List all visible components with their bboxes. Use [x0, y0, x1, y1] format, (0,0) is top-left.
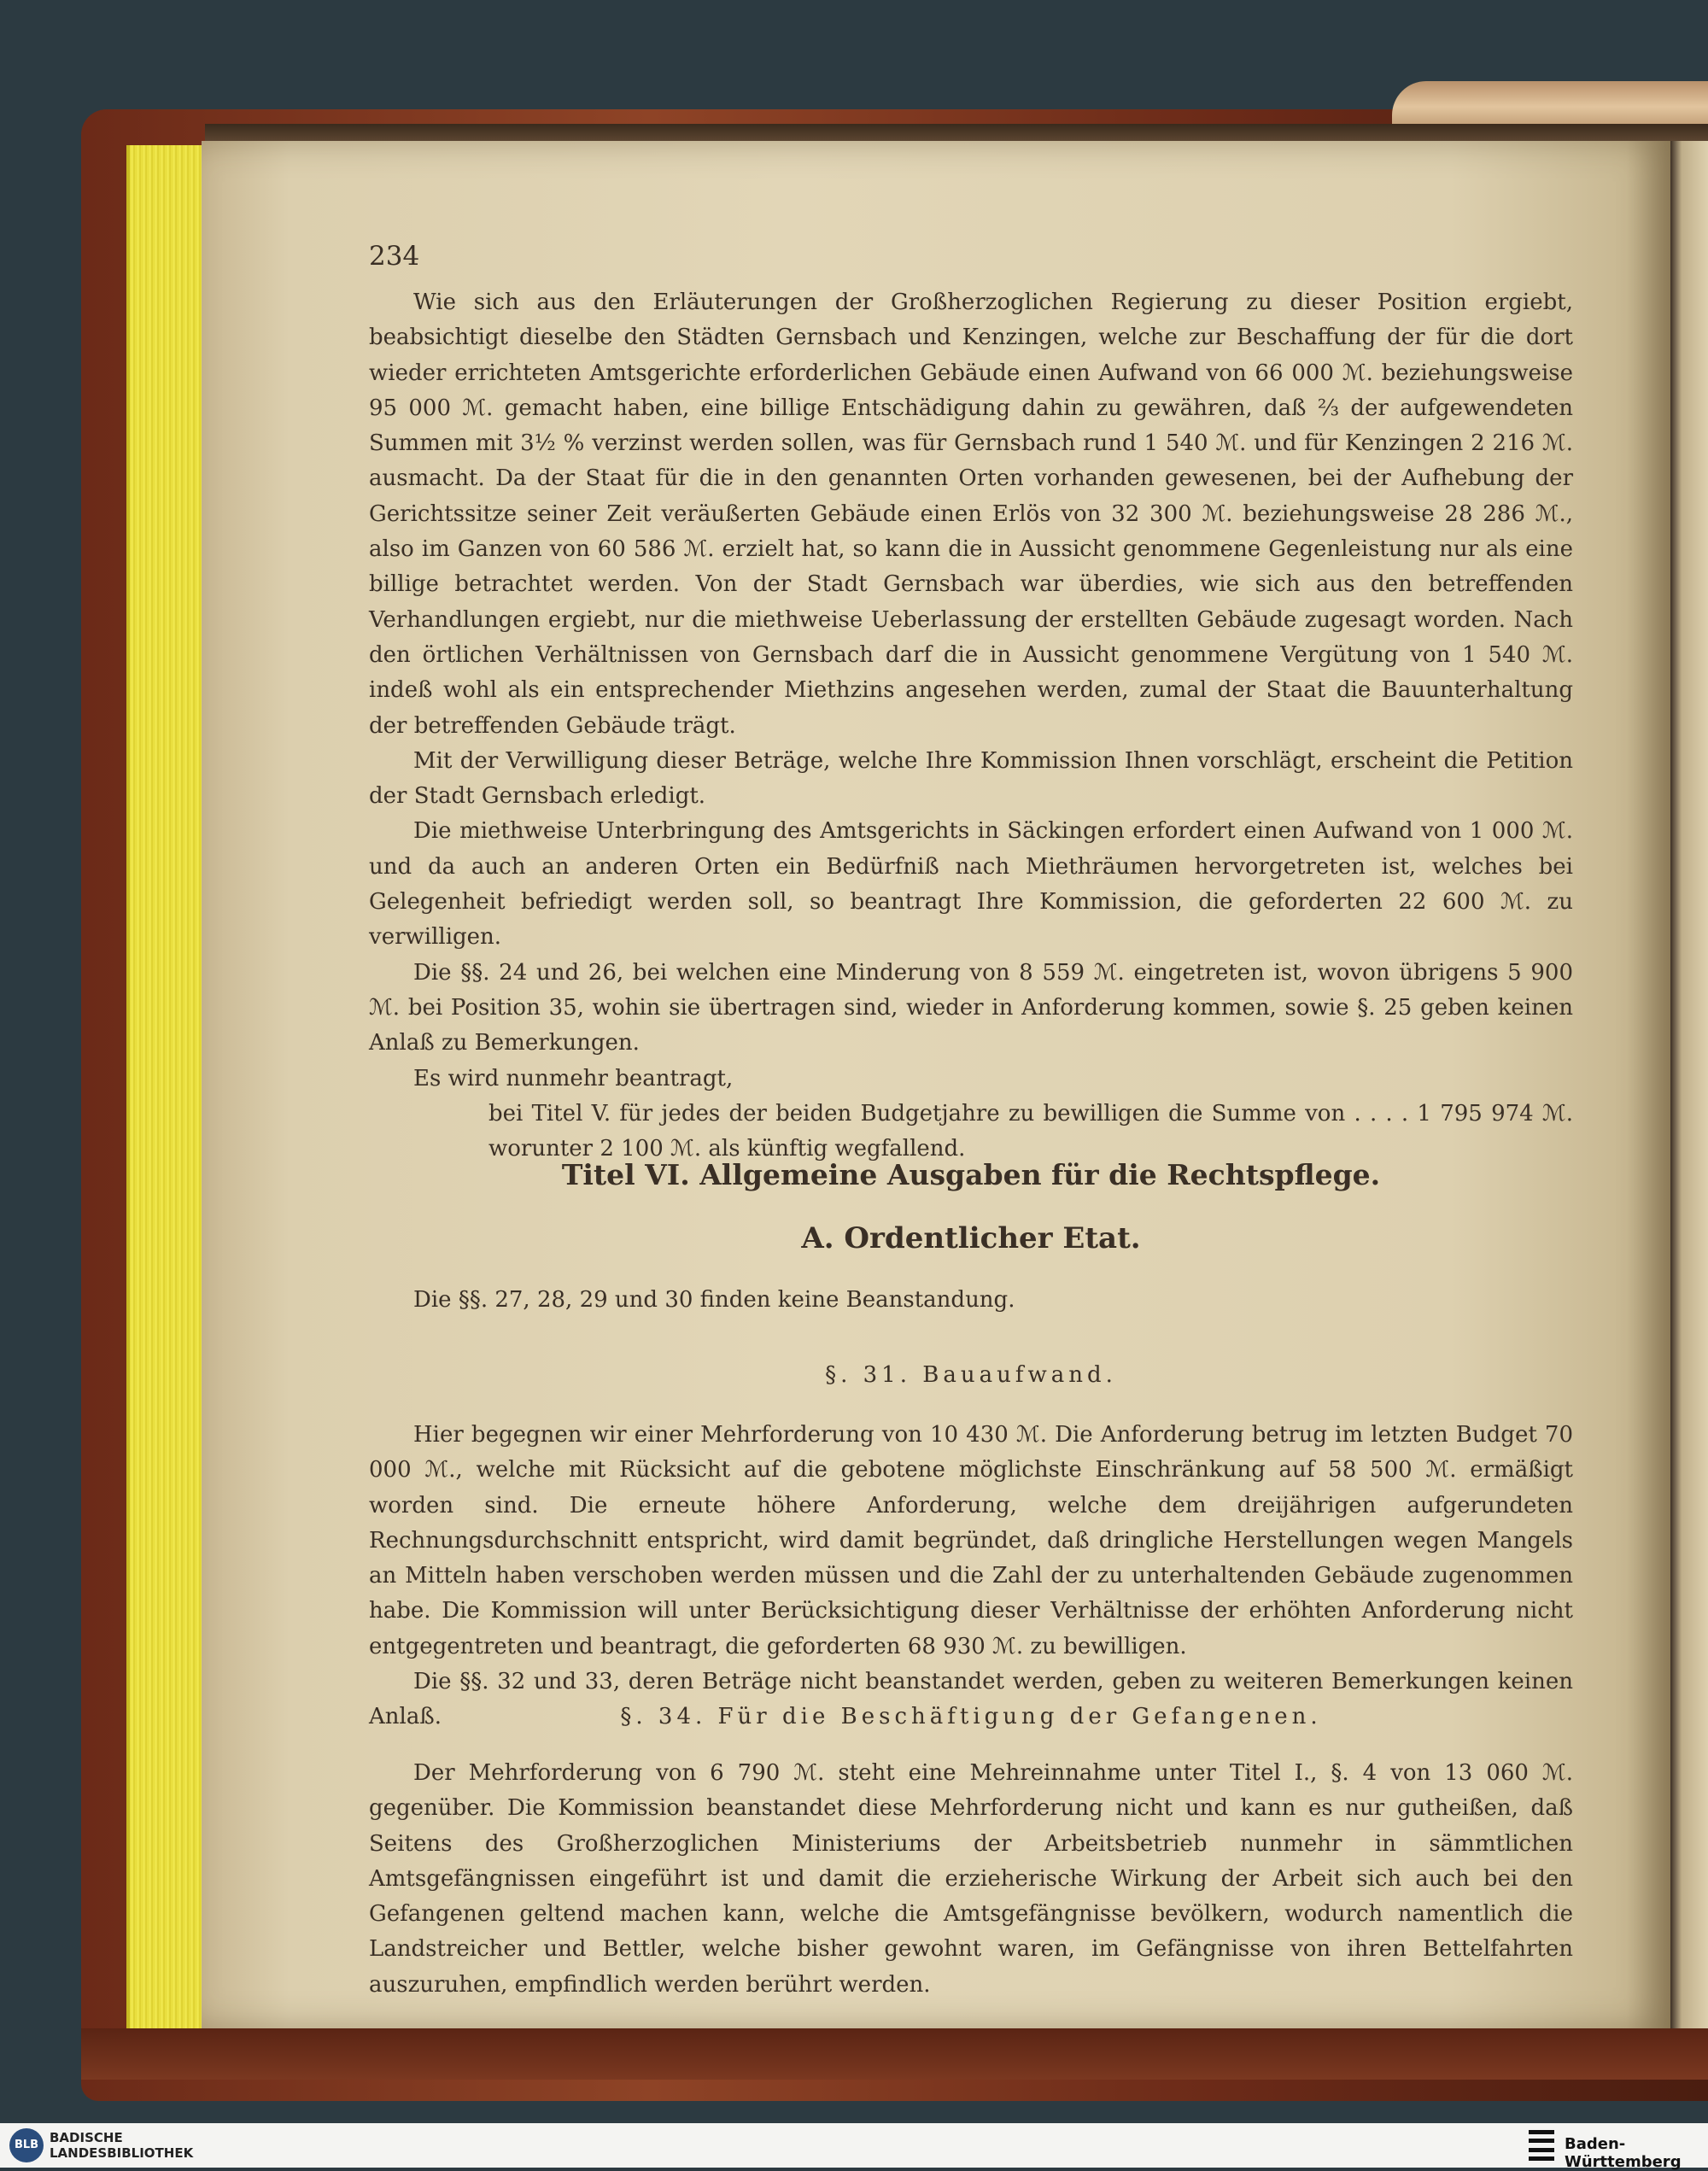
blb-logo-icon: BLB — [9, 2128, 44, 2162]
intro-paragraphs — [369, 285, 1573, 1167]
section-34-block — [369, 1756, 1573, 2003]
paragraph-27-30-block — [369, 1283, 1573, 1318]
section-31-paragraphs — [369, 1418, 1573, 1735]
motion-line-2: worunter 2 100 ℳ. als künftig wegfallend. — [488, 1136, 966, 1162]
motion-line-1: bei Titel V. für jedes der beiden Budgetjahre zu bewilligen die Summe von . . . . 1 795 974 ℳ. — [488, 1100, 1573, 1126]
baden-wuerttemberg-name: Baden-Württemberg — [1565, 2135, 1682, 2171]
blb-name-line-2: LANDESBIBLIOTHEK — [50, 2145, 194, 2161]
title-vi: Titel VI. Allgemeine Ausgaben für die Rechtspflege. — [561, 1158, 1381, 1191]
paragraph-27-30: Die §§. 27, 28, 29 und 30 finden keine Beanstandung. — [413, 1287, 1015, 1313]
heading-34: §. 34. Für die Beschäftigung der Gefangenen. — [620, 1704, 1322, 1729]
blb-name — [50, 2130, 193, 2161]
blb-name-line-1: BADISCHE — [50, 2130, 123, 2145]
page-number: 234 — [369, 241, 420, 272]
paragraph-motion-intro: Es wird nunmehr beantragt, — [413, 1065, 734, 1091]
paragraph-saeckingen: Die miethweise Unterbringung des Amtsgerichts in Säckingen erfordert einen Aufwand von 1 000 ℳ. und da auch an anderen Orten ein Bedürfniß nach Miethräumen hervorgetreten ist, welches bei Gelegenheit befriedigt werden soll, so beantragt Ihre Kommission, die geforderten 22 600 ℳ. zu verwilligen. — [369, 818, 1573, 951]
paragraph-petition: Mit der Verwilligung dieser Beträge, welche Ihre Kommission Ihnen vorschlägt, erscheint die Petition der Stadt Gernsbach erledigt. — [369, 747, 1573, 810]
paragraph-34-gefangene: Der Mehrforderung von 6 790 ℳ. steht eine Mehreinnahme unter Titel I., §. 4 von 13 060 ℳ. gegenüber. Die Kommission beanstandet diese Mehrforderung nicht und kann es nur gutheißen, daß Seitens des Großherzoglichen Ministeriums der Arbeitsbetrieb nunmehr in sämmtlichen Amtsgefängnissen eingeführt ist und damit die erzieherische Wirkung der Arbeit sich auch bei den Gefangenen geltend machen kann, welche die Amtsgefängnisse bevölkern, wodurch namentlich die Landstreicher und Bettler, welche bisher gewohnt waren, im Gefängnisse von ihren Bettelfahrten auszuruhen, empfindlich werden berührt werden. — [369, 1760, 1573, 1998]
heading-31: §. 31. Bauaufwand. — [825, 1362, 1117, 1388]
footer-bar — [0, 2123, 1708, 2171]
paragraph-31-bauaufwand: Hier begegnen wir einer Mehrforderung von 10 430 ℳ. Die Anforderung betrug im letzten Budget 70 000 ℳ., welche mit Rücksicht auf die gebotene möglichste Einschränkung auf 58 500 ℳ. ermäßigt worden sind. Die erneute höhere Anforderung, welche dem dreijährigen aufgerundeten Rechnungsdurchschnitt entspricht, wird damit begründet, daß dringliche Herstellungen wegen Mangels an Mitteln haben verschoben werden müssen und die Zahl der zu unterhaltenden Gebäude zugenommen habe. Die Kommission will unter Berücksichtigung dieser Verhältnisse der erhöhten Anforderung nicht entgegentreten und beantragt, die geforderten 68 930 ℳ. zu bewilligen. — [369, 1422, 1573, 1659]
paragraph-32-33: Die §§. 32 und 33, deren Beträge nicht beanstandet werden, geben zu weiteren Bemerkungen keinen Anlaß. — [369, 1669, 1573, 1730]
title-a: A. Ordentlicher Etat. — [801, 1221, 1141, 1255]
paragraph-gernsbach-kenzingen: Wie sich aus den Erläuterungen der Großherzoglichen Regierung zu dieser Position ergiebt, beabsichtigt dieselbe den Städten Gernsbach und Kenzingen, welche zur Beschaffung der für die dort wieder errichteten Amtsgerichte erforderlichen Gebäude einen Aufwand von 66 000 ℳ. beziehungsweise 95 000 ℳ. gemacht haben, eine billige Entschädigung dahin zu gewähren, daß ⅔ der aufgewendeten Summen mit 3½ % verzinst werden sollen, was für Gernsbach rund 1 540 ℳ. und für Kenzingen 2 216 ℳ. ausmacht. Da der Staat für die in den genannten Orten vorhanden gewesenen, bei der Aufhebung der Gerichtssitze seiner Zeit veräußerten Gebäude einen Erlös von 32 300 ℳ. beziehungsweise 28 286 ℳ., also im Ganzen von 60 586 ℳ. erzielt hat, so kann die in Aussicht genommene Gegenleistung nur als eine billige betrachtet werden. Von der Stadt Gernsbach war überdies, wie sich aus den betreffenden Verhandlungen ergiebt, nur die miethweise Ueberlassung der erstellten Gebäude zugesagt worden. Nach den örtlichen Verhältnissen von Gernsbach darf die in Aussicht genommene Vergütung von 1 540 ℳ. indeß wohl als ein entsprechender Miethzins angesehen werden, zumal der Staat die Bauunterhaltung der betreffenden Gebäude trägt. — [369, 290, 1573, 739]
baden-wuerttemberg-lions-icon — [1529, 2130, 1554, 2161]
paragraph-24-26: Die §§. 24 und 26, bei welchen eine Minderung von 8 559 ℳ. eingetreten ist, wovon übrigens 5 900 ℳ. bei Position 35, wohin sie übertragen sind, wieder in Anforderung kommen, sowie §. 25 geben keinen Anlaß zu Bemerkungen. — [369, 959, 1573, 1056]
